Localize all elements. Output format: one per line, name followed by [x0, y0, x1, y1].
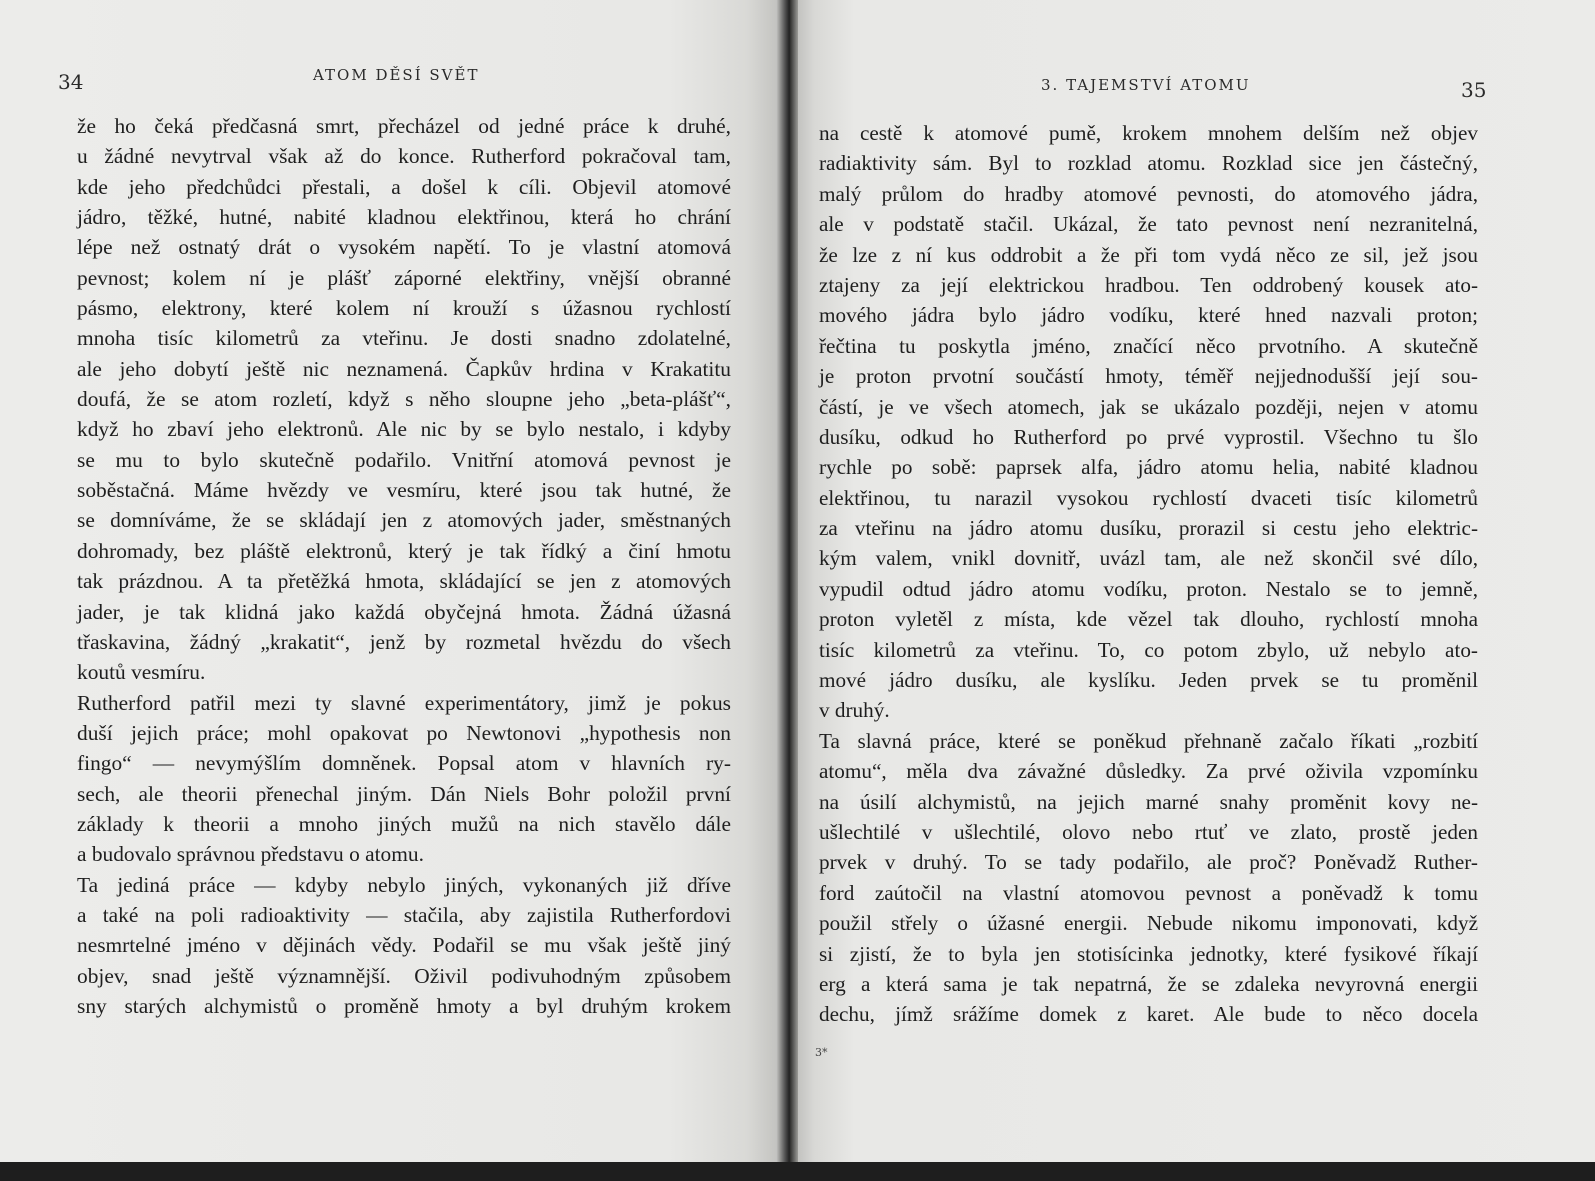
text-line: si zjistí, že to byla jen stotisícinka jednotky, které fysikové říkají	[819, 941, 1478, 966]
text-line: částí, je ve všech atomech, jak se ukázalo později, nejen v atomu	[819, 394, 1478, 419]
text-line: je proton prvotní součástí hmoty, téměř nejjednodušší její sou-	[819, 364, 1478, 389]
text-line: sech, ale theorii přenechal jiným. Dán Niels Bohr položil první	[77, 781, 731, 806]
text-line: ztajeny za její elektrickou hradbou. Ten oddrobený kousek ato-	[819, 272, 1478, 297]
text-line: základy k theorii a mnoho jiných mužů na nich stavělo dále	[77, 811, 731, 836]
text-line: v druhý.	[819, 698, 890, 723]
text-line: Ta slavná práce, které se poněkud přehnaně začalo říkati „rozbití	[819, 728, 1478, 753]
right-page	[790, 0, 1595, 1168]
text-line: lépe než ostnatý drát o vysokém napětí. To je vlastní atomová	[77, 235, 731, 260]
text-line: duší jejich práce; mohl opakovat po Newtonovi „hypothesis non	[77, 720, 731, 745]
text-line: a budovalo správnou představu o atomu.	[77, 842, 424, 867]
text-line: ale v podstatě stačil. Ukázal, že tato pevnost není nezranitelná,	[819, 212, 1478, 237]
text-line: fingo“ — nevymýšlím domněnek. Popsal atom v hlavních ry-	[77, 751, 731, 776]
text-line: u žádné nevytrval však až do konce. Rutherford pokračoval tam,	[77, 144, 731, 169]
text-line: atomu“, měla dva závažné důsledky. Za prvé oživila vzpomínku	[819, 759, 1478, 784]
text-line: na úsilí alchymistů, na jejich marné snahy proměnit kovy ne-	[819, 789, 1478, 814]
text-line: vypudil odtud jádro atomu vodíku, proton. Nestalo se to jemně,	[819, 576, 1478, 601]
text-line: ušlechtilé v ušlechtilé, olovo nebo rtuť ve zlato, prostě jeden	[819, 819, 1478, 844]
text-line: dusíku, odkud ho Rutherford po prvé vyprostil. Všechno tu šlo	[819, 424, 1478, 449]
text-line: doufá, že se atom rozletí, když s něho sloupne jeho „beta-plášť“,	[77, 387, 731, 412]
text-line: že lze z ní kus oddrobit a že při tom vydá něco ze sil, jež jsou	[819, 242, 1478, 267]
running-head: ATOM DĚSÍ SVĚT	[313, 66, 480, 84]
text-line: ale jeho dobytí ještě nic neznamená. Čapkův hrdina v Krakatitu	[77, 356, 731, 381]
text-line: se domníváme, že se skládají jen z atomových jader, směstnaných	[77, 508, 731, 533]
running-head: 3. TAJEMSTVÍ ATOMU	[1041, 76, 1251, 94]
text-line: kde jeho předchůdci přestali, a došel k cíli. Objevil atomové	[77, 174, 731, 199]
text-line: elektřinou, tu narazil vysokou rychlostí dvaceti tisíc kilometrů	[819, 485, 1478, 510]
text-line: koutů vesmíru.	[77, 660, 206, 685]
text-line: a také na poli radioaktivity — stačila, aby zajistila Rutherfordovi	[77, 902, 731, 927]
left-page	[0, 0, 786, 1168]
text-line: mnoha tisíc kilometrů za vteřinu. Je dosti snadno zdolatelné,	[77, 326, 731, 351]
text-line: ford zaútočil na vlastní atomovou pevnost a poněvadž k tomu	[819, 880, 1478, 905]
text-line: za vteřinu na jádro atomu dusíku, prorazil si cestu jeho elektric-	[819, 516, 1478, 541]
text-line: mového jádra bylo jádro vodíku, které hned nazvali proton;	[819, 303, 1478, 328]
text-line: dechu, jímž srážíme domek z karet. Ale bude to něco docela	[819, 1002, 1478, 1027]
text-line: na cestě k atomové pumě, krokem mnohem delším než objev	[819, 121, 1478, 145]
text-line: radiaktivity sám. Byl to rozklad atomu. Rozklad sice jen částečný,	[819, 151, 1478, 176]
text-line: řečtina tu poskytla jméno, značící něco prvotního. A skutečně	[819, 333, 1478, 358]
text-line: pevnost; kolem ní je plášť záporné elektřiny, vnější obranné	[77, 265, 731, 290]
text-line: prvek v druhý. To se tady podařilo, ale proč? Poněvadž Ruther-	[819, 850, 1478, 875]
text-line: nesmrtelné jméno v dějinách vědy. Podařil se mu však ještě jiný	[77, 933, 731, 958]
text-line: že ho čeká předčasná smrt, přecházel od jedné práce k druhé,	[77, 114, 731, 138]
text-line: Ta jediná práce — kdyby nebylo jiných, vykonaných již dříve	[77, 872, 731, 897]
text-line: soběstačná. Máme hvězdy ve vesmíru, které jsou tak hutné, že	[77, 478, 731, 503]
text-line: mové jádro dusíku, ale kyslíku. Jeden prvek se tu proměnil	[819, 668, 1478, 693]
text-line: použil střely o úžasné energii. Nebude nikomu imponovati, když	[819, 911, 1478, 936]
text-line: Rutherford patřil mezi ty slavné experimentátory, jimž je pokus	[77, 690, 731, 715]
page-number: 34	[58, 70, 84, 94]
text-line: tisíc kilometrů za vteřinu. To, co potom zbylo, už nebylo ato-	[819, 637, 1478, 662]
text-line: třaskavina, žádný „krakatit“, jenž by rozmetal hvězdu do všech	[77, 629, 731, 654]
text-line: sny starých alchymistů o proměně hmoty a byl druhým krokem	[77, 993, 731, 1018]
signature-mark: 3*	[815, 1046, 828, 1059]
text-line: jádro, těžké, hutné, nabité kladnou elektřinou, která ho chrání	[77, 205, 731, 230]
text-line: dohromady, bez pláště elektronů, který je tak řídký a činí hmotu	[77, 538, 731, 563]
text-line: když ho zbaví jeho elektronů. Ale nic by se bylo nestalo, i kdyby	[77, 417, 731, 442]
book-gutter	[776, 0, 798, 1181]
page-number: 35	[1461, 78, 1487, 102]
text-line: malý průlom do hradby atomové pevnosti, do atomového jádra,	[819, 181, 1478, 206]
text-line: tak prázdnou. A ta přetěžká hmota, skládající se jen z atomových	[77, 569, 731, 594]
text-line: objev, snad ještě významnější. Oživil podivuhodným způsobem	[77, 963, 731, 988]
page-bottom-edge	[0, 1162, 1595, 1181]
text-line: pásmo, elektrony, které kolem ní krouží s úžasnou rychlostí	[77, 296, 731, 321]
text-line: proton vyletěl z místa, kde vězel tak dlouho, rychlostí mnoha	[819, 607, 1478, 632]
text-line: rychle po sobě: paprsek alfa, jádro atomu helia, nabité kladnou	[819, 455, 1478, 480]
text-line: erg a která sama je tak nepatrná, že se zdaleka nevyrovná energii	[819, 971, 1478, 996]
body-text	[819, 118, 1478, 1030]
text-line: kým valem, vnikl dovnitř, uvázl tam, ale než skončil své dílo,	[819, 546, 1478, 571]
body-text	[77, 111, 731, 1021]
text-line: jader, je tak klidná jako každá obyčejná hmota. Žádná úžasná	[77, 599, 731, 624]
text-line: se mu to bylo skutečně podařilo. Vnitřní atomová pevnost je	[77, 447, 731, 472]
